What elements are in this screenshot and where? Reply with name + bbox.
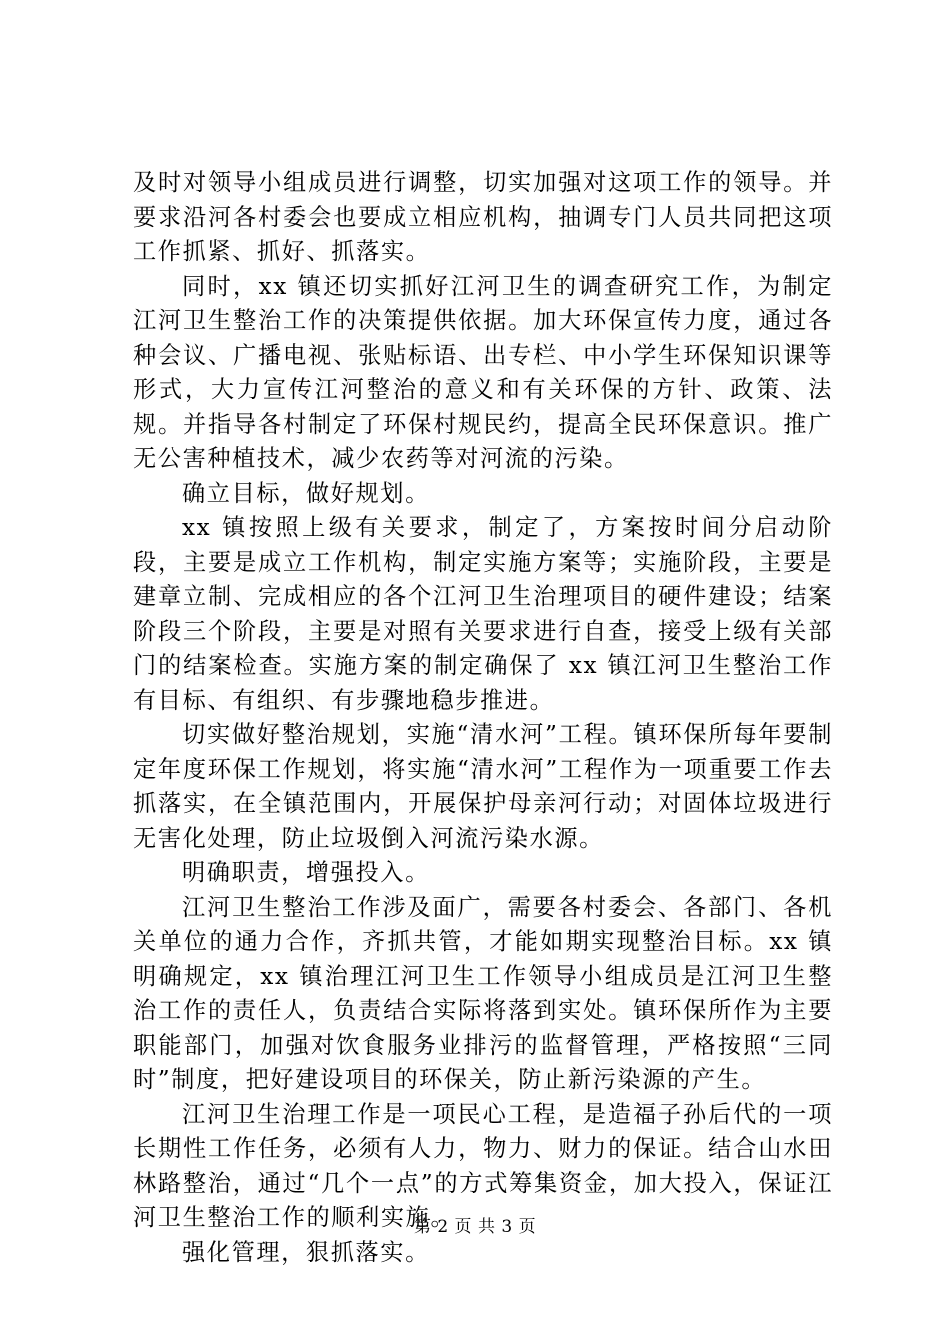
paragraph-5: 江河卫生整治工作涉及面广，需要各村委会、各部门、各机关单位的通力合作，齐抓共管，才能如期实现整治目标。xx 镇明确规定，xx 镇治理江河卫生工作领导小组成员是江河卫生整治工作的责任人，负责结合实际将落到实处。镇环保所作为主要职能部门，加强对饮食服务业排污的监督管理，严格按照“三同时”制度，把好建设项目的环保关，防止新污染源的产生。 bbox=[133, 893, 833, 1093]
page-footer bbox=[0, 1216, 950, 1238]
paragraph-2: 同时，xx 镇还切实抓好江河卫生的调查研究工作，为制定江河卫生整治工作的决策提供依据。加大环保宣传力度，通过各种会议、广播电视、张贴标语、出专栏、中小学生环保知识课等形式，大力宣传江河整治的意义和有关环保的方针、政策、法规。并指导各村制定了环保村规民约，提高全民环保意识。推广无公害种植技术，减少农药等对河流的污染。 bbox=[133, 272, 833, 472]
section-heading-management: 强化管理，狠抓落实。 bbox=[182, 1238, 430, 1266]
document-body bbox=[133, 166, 833, 1270]
paragraph-4: 切实做好整治规划，实施“清水河”工程。镇环保所每年要制定年度环保工作规划，将实施“清水河”工程作为一项重要工作去抓落实，在全镇范围内，开展保护母亲河行动；对固体垃圾进行无害化处理，防止垃圾倒入河流污染水源。 bbox=[133, 721, 833, 852]
page-number-label: 第 2 页 共 3 页 bbox=[413, 1217, 537, 1237]
paragraph-3: xx 镇按照上级有关要求，制定了，方案按时间分启动阶段，主要是成立工作机构，制定实施方案等；实施阶段，主要是建章立制、完成相应的各个江河卫生治理项目的硬件建设；结案阶段三个阶段，主要是对照有关要求进行自查，接受上级有关部门的结案检查。实施方案的制定确保了 xx 镇江河卫生整治工作有目标、有组织、有步骤地稳步推进。 bbox=[133, 514, 833, 714]
section-heading-duties: 明确职责，增强投入。 bbox=[182, 859, 430, 886]
section-heading-goals: 确立目标，做好规划。 bbox=[182, 479, 430, 507]
paragraph-6: 江河卫生治理工作是一项民心工程，是造福子孙后代的一项长期性工作任务，必须有人力，物力、财力的保证。结合山水田林路整治，通过“几个一点”的方式筹集资金，加大投入，保证江河卫生整治工作的顺利实施。 bbox=[133, 1100, 833, 1231]
paragraph-1: 及时对领导小组成员进行调整，切实加强对这项工作的领导。并要求沿河各村委会也要成立相应机构，抽调专门人员共同把这项工作抓紧、抓好、抓落实。 bbox=[133, 169, 833, 265]
